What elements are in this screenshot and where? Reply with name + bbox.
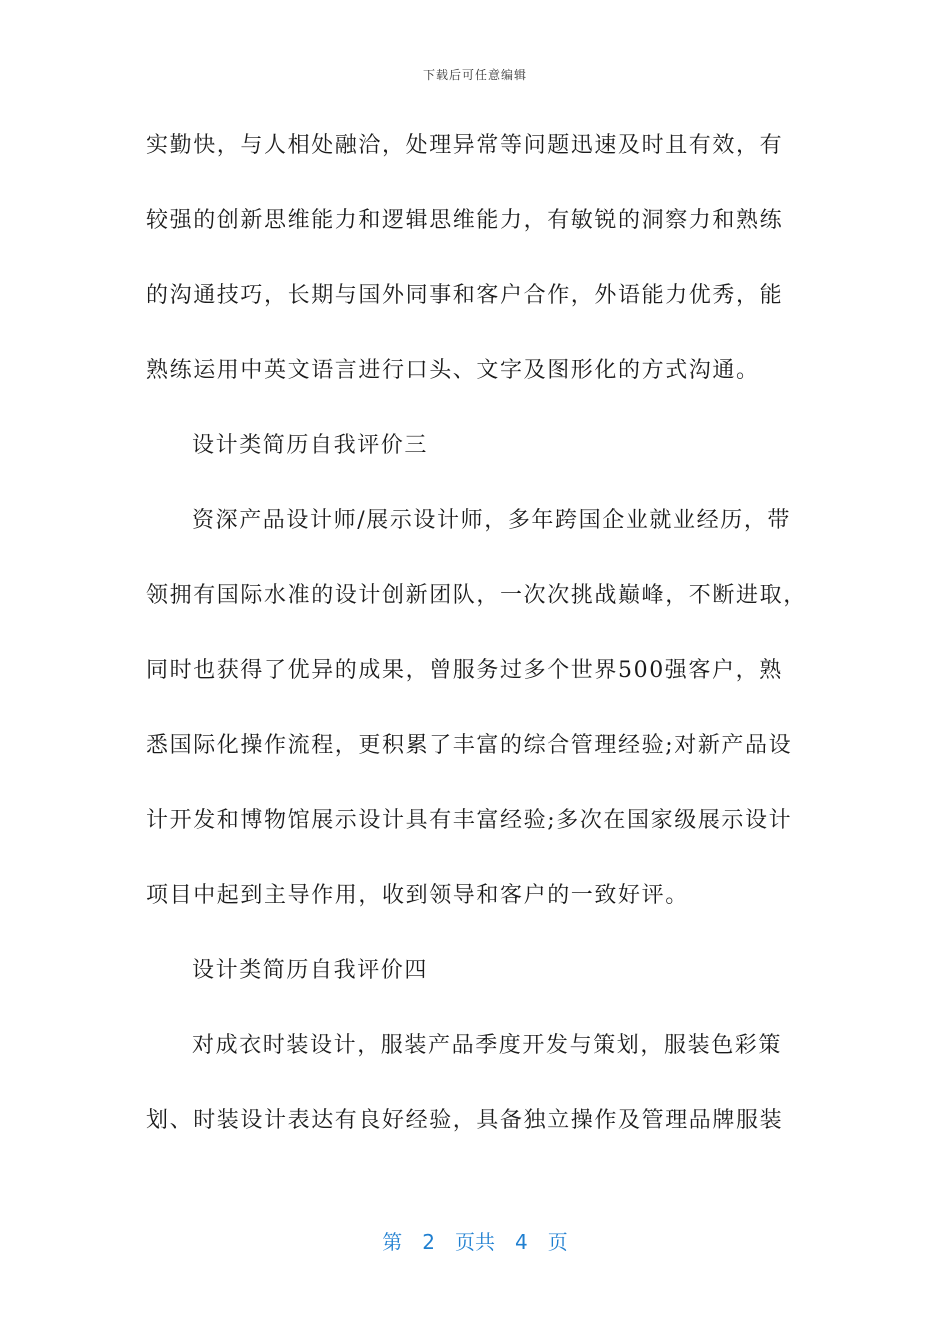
text-line-1: 实勤快，与人相处融洽，处理异常等问题迅速及时且有效，有 xyxy=(146,133,784,158)
total-pages-number: 4 xyxy=(515,1230,528,1254)
current-page-number: 2 xyxy=(422,1230,435,1254)
text-line-6: 资深产品设计师/展示设计师，多年跨国企业就业经历，带 xyxy=(192,508,792,533)
text-line-10: 计开发和博物馆展示设计具有丰富经验;多次在国家级展示设计 xyxy=(146,808,793,833)
text-line-8: 同时也获得了优异的成果，曾服务过多个世界500强客户，熟 xyxy=(146,658,783,683)
header-note: 下载后可任意编辑 xyxy=(422,68,527,82)
text-line-11: 项目中起到主导作用，收到领导和客户的一致好评。 xyxy=(146,883,689,908)
footer-label-ye-gong: 页共 xyxy=(455,1230,495,1254)
text-line-14: 划、时装设计表达有良好经验，具备独立操作及管理品牌服装 xyxy=(146,1108,784,1133)
text-line-7: 领拥有国际水准的设计创新团队，一次次挑战巅峰，不断进取， xyxy=(146,583,807,608)
section-heading-4: 设计类简历自我评价四 xyxy=(192,958,429,983)
document-body xyxy=(146,124,808,1174)
footer-label-di: 第 xyxy=(382,1230,403,1254)
text-line-9: 悉国际化操作流程，更积累了丰富的综合管理经验;对新产品设 xyxy=(146,733,793,758)
text-line-13: 对成衣时装设计，服装产品季度开发与策划，服装色彩策 xyxy=(192,1033,783,1058)
text-line-3: 的沟通技巧，长期与国外同事和客户合作，外语能力优秀，能 xyxy=(146,283,784,308)
section-heading-3: 设计类简历自我评价三 xyxy=(192,433,429,458)
footer-label-ye: 页 xyxy=(547,1230,568,1254)
page-footer xyxy=(0,1226,950,1255)
text-line-4: 熟练运用中英文语言进行口头、文字及图形化的方式沟通。 xyxy=(146,358,760,383)
text-line-2: 较强的创新思维能力和逻辑思维能力，有敏锐的洞察力和熟练 xyxy=(146,208,784,233)
